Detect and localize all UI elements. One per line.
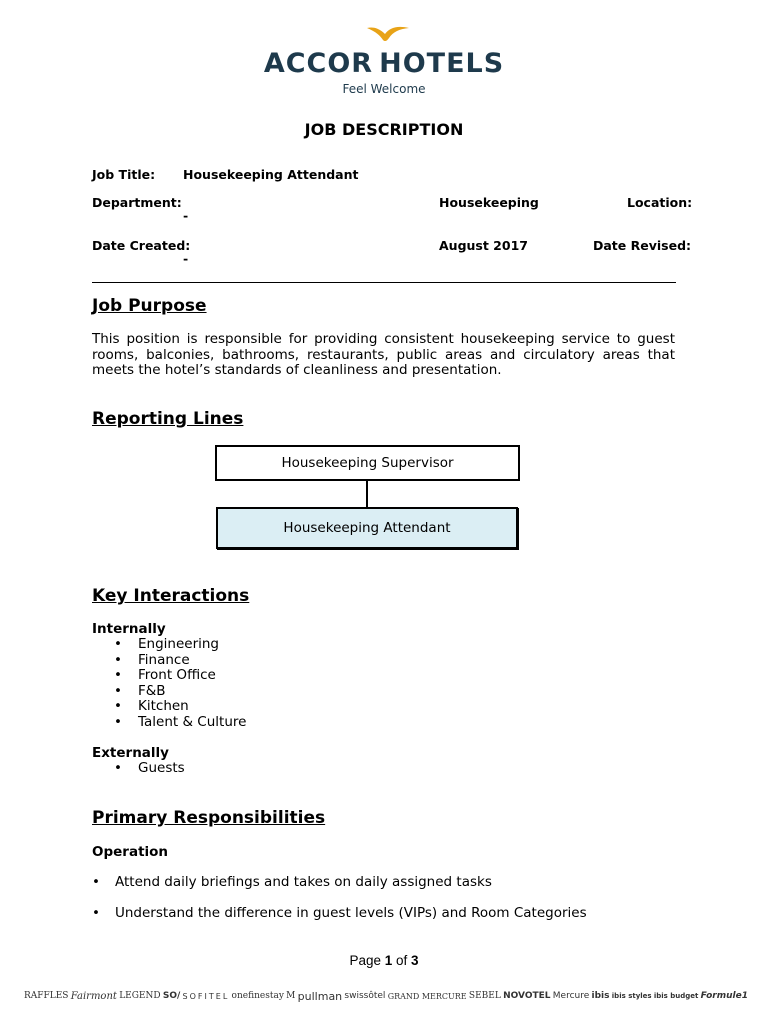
- job-title-value: Housekeeping Attendant: [183, 167, 359, 182]
- department-value: Housekeeping: [439, 195, 539, 210]
- job-purpose-text: This position is responsible for providing consistent housekeeping service to guest rooms, balconies, bathrooms, restaurants, public areas and circulatory areas that meets the hotel’s standards of cleanliness and presentation.: [92, 331, 675, 378]
- document-title: JOB DESCRIPTION: [304, 120, 464, 139]
- brand-logo-ibis: ibis: [591, 991, 610, 1001]
- location-value: -: [183, 208, 189, 223]
- brand-logo-onefinestay: onefinestay: [231, 991, 284, 1001]
- accorhotels-logo: [0, 18, 768, 100]
- brand-logo-so: SO/: [162, 991, 181, 1001]
- brand-tagline: Feel Welcome: [342, 82, 426, 96]
- location-label: Location:: [627, 195, 693, 210]
- brand-logo-ibis-budget: ibis budget: [653, 992, 699, 1000]
- divider: [92, 282, 676, 283]
- externally-label: Externally: [92, 745, 169, 761]
- brand-logo-raffles: RAFFLES: [24, 991, 69, 1001]
- supervisor-label: Housekeeping Supervisor: [281, 455, 454, 471]
- date-revised-label: Date Revised:: [593, 238, 692, 253]
- brand-wordmark: ACCOR HOTELS: [263, 48, 505, 79]
- reporting-lines-heading: Reporting Lines: [92, 409, 244, 429]
- list-item: • Front Office: [92, 668, 246, 684]
- brand-logo-ibis-styles: ibis styles: [611, 992, 652, 1000]
- list-item: • Engineering: [92, 637, 246, 653]
- brand-logo-grand-mercure: GRAND MERCURE: [387, 991, 467, 1001]
- brand-logo-novotel: NOVOTEL: [503, 991, 551, 1001]
- brand-logo-swissotel: swissôtel: [344, 991, 386, 1001]
- attendant-label: Housekeeping Attendant: [283, 520, 451, 536]
- bird-logo-icon: [365, 22, 411, 44]
- internally-label: Internally: [92, 621, 166, 637]
- responsibilities-list: [92, 874, 692, 936]
- job-title-label: Job Title:: [92, 167, 156, 182]
- org-chart-connector: [366, 480, 368, 508]
- date-created-value: August 2017: [439, 238, 528, 253]
- brand-logo-sebel: SEBEL: [468, 991, 501, 1001]
- date-revised-value: -: [183, 251, 189, 266]
- brand-logo-legend: LEGEND: [119, 991, 161, 1001]
- internally-list: [92, 637, 246, 730]
- brand-logo-fairmont: Fairmont: [70, 990, 117, 1002]
- department-label: Department:: [92, 195, 182, 210]
- list-item: • Talent & Culture: [92, 715, 246, 731]
- page-number: Page 1 of 3: [349, 953, 419, 968]
- key-interactions-heading: Key Interactions: [92, 586, 250, 606]
- job-purpose-heading: Job Purpose: [92, 296, 207, 316]
- list-item: • F&B: [92, 684, 246, 700]
- date-created-label: Date Created:: [92, 238, 191, 253]
- operation-label: Operation: [92, 844, 169, 860]
- primary-responsibilities-heading: Primary Responsibilities: [92, 808, 326, 828]
- list-item: • Attend daily briefings and takes on daily assigned tasks: [92, 874, 692, 890]
- brand-logo-mgallery: M: [286, 991, 296, 1001]
- list-item: • Understand the difference in guest levels (VIPs) and Room Categories: [92, 905, 692, 921]
- supervisor-box: [215, 445, 520, 481]
- brand-logo-pullman: pullman: [297, 989, 343, 1003]
- brand-logo-mercure: Mercure: [552, 991, 590, 1001]
- brand-logo-sofitel: SOFITEL: [182, 991, 230, 1001]
- list-item: • Guests: [92, 761, 185, 777]
- list-item: • Finance: [92, 653, 246, 669]
- externally-list: [92, 761, 185, 777]
- brand-logos-strip: [24, 984, 748, 1008]
- attendant-box: [216, 507, 518, 549]
- list-item: • Kitchen: [92, 699, 246, 715]
- brand-logo-formule1: Formule1: [700, 991, 748, 1001]
